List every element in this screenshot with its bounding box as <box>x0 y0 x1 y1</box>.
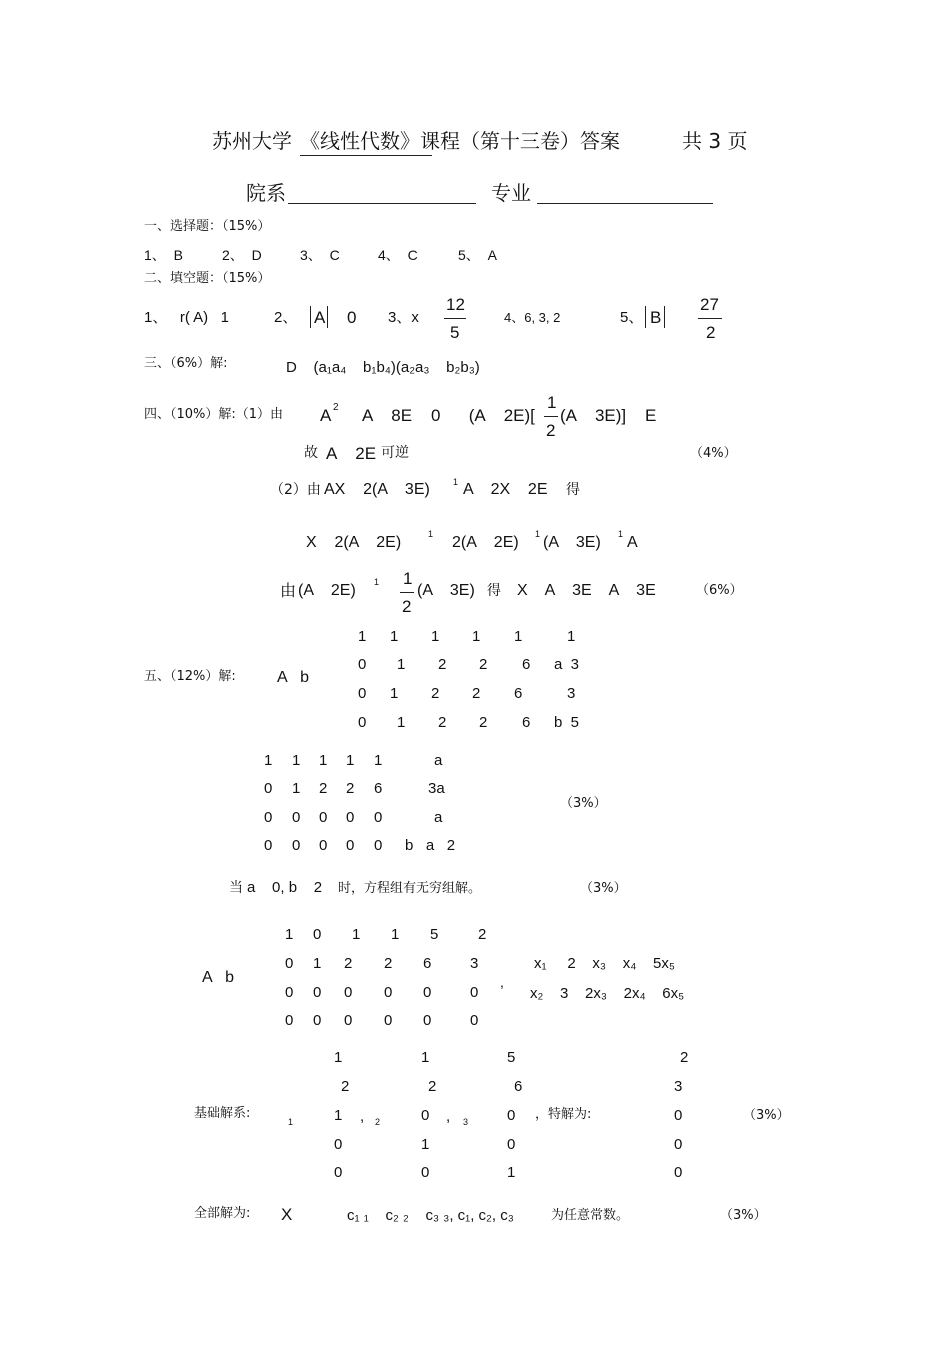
part2-expr-tail: A 2X 2E <box>463 481 548 498</box>
vector-entry: 2 <box>341 1078 350 1095</box>
matrix-cell: 0 <box>346 809 355 826</box>
x-equation: X 2(A 2E) <box>306 534 402 551</box>
separator: , <box>446 1108 451 1125</box>
det-bar-right <box>327 306 328 328</box>
x-equation: 2(A 2E) <box>452 534 519 551</box>
vector-entry: 1 <box>507 1164 516 1181</box>
det-bar-left <box>310 306 311 328</box>
matrix-cell: 1 <box>390 685 399 702</box>
fraction-numerator: 1 <box>547 393 557 412</box>
xi-subscript: 3 <box>463 1117 469 1127</box>
section-3-expression: D (a₁a₄ b₁b₄)(a₂a₃ b₂b₃) <box>286 359 480 376</box>
matrix-cell: 1 <box>567 628 576 645</box>
matrix-cell: 1 <box>390 628 399 645</box>
vector-entry: 1 <box>334 1107 343 1124</box>
x-equation-sup: 1 <box>428 529 434 539</box>
det-bar-left <box>645 306 646 328</box>
vector-entry: 0 <box>674 1164 683 1181</box>
matrix-cell: 0 <box>319 837 328 854</box>
eq1-sup: 2 <box>333 402 339 413</box>
fraction-denominator: 5 <box>450 323 460 342</box>
choice-answer: 4、 C <box>378 247 418 263</box>
fraction-numerator: 12 <box>446 295 465 314</box>
score: （3%） <box>560 796 607 811</box>
matrix-cell: 2 <box>472 685 481 702</box>
vector-entry: 6 <box>514 1078 523 1095</box>
xi-subscript: 2 <box>375 1117 381 1127</box>
matrix-cell: 3a <box>428 780 445 797</box>
matrix-cell: 2 <box>438 714 447 731</box>
matrix-cell: 2 <box>346 780 355 797</box>
vector-entry: 0 <box>674 1136 683 1153</box>
matrix-cell: 0 <box>384 984 393 1001</box>
fraction-numerator: 1 <box>403 569 413 588</box>
basis-label: 基础解系: <box>194 1106 251 1121</box>
matrix-cell: 0 <box>264 780 273 797</box>
matrix-cell: 0 <box>346 837 355 854</box>
fill-answer-1: 1、 r( A) 1 <box>144 309 230 326</box>
matrix-cell: 0 <box>358 656 367 673</box>
general-eq-x1: x₁ 2 x₃ x₄ 5x₅ <box>534 955 675 972</box>
title-course-underline <box>300 155 432 156</box>
matrix-cell: 2 <box>479 714 488 731</box>
x-equation: A <box>627 534 638 551</box>
vector-entry: 0 <box>421 1164 430 1181</box>
matrix-cell: b 5 <box>554 714 580 731</box>
matrix-cell: 2 <box>319 780 328 797</box>
matrix-cell: a <box>434 752 443 769</box>
score: （3%） <box>743 1108 790 1123</box>
matrix-cell: 0 <box>344 984 353 1001</box>
matrix-cell: 1 <box>514 628 523 645</box>
matrix-cell: 0 <box>292 809 301 826</box>
matrix-cell: 0 <box>470 1012 479 1029</box>
part2-expr: AX 2(A 3E) <box>324 481 430 498</box>
condition-expr: a 0, b 2 <box>247 879 323 896</box>
fraction-denominator: 2 <box>402 597 412 616</box>
matrix-cell: 1 <box>352 926 361 943</box>
since-result: X A 3E A 3E <box>517 582 656 599</box>
fraction-bar <box>698 318 722 319</box>
x-equation-sup: 1 <box>535 529 541 539</box>
eq1-tail: (A 3E)] E <box>560 406 657 425</box>
matrix-cell: 0 <box>285 955 294 972</box>
vector-entry: 5 <box>507 1049 516 1066</box>
fill-answer-5-matrix: B <box>650 308 662 327</box>
invertible-expr: A 2E <box>326 444 377 463</box>
fraction-numerator: 27 <box>700 295 719 314</box>
matrix-cell: 1 <box>346 752 355 769</box>
full-solution-label: 全部解为: <box>194 1206 251 1221</box>
matrix-cell: 2 <box>438 656 447 673</box>
fill-answer-2-matrix: A <box>314 308 326 327</box>
page-count: 共 3 页 <box>682 129 748 153</box>
vector-entry: 1 <box>421 1136 430 1153</box>
part2-prefix: （2）由 <box>270 482 321 498</box>
major-blank <box>537 203 713 204</box>
matrix-cell: 1 <box>292 752 301 769</box>
matrix-cell: 1 <box>374 752 383 769</box>
invertible-prefix: 故 <box>304 445 318 461</box>
fraction-denominator: 2 <box>546 421 556 440</box>
since-sup: 1 <box>374 577 380 587</box>
augmented-label: A b <box>202 969 235 986</box>
vector-entry: 1 <box>421 1049 430 1066</box>
general-eq-x2: x₂ 3 2x₃ 2x₄ 6x₅ <box>530 985 685 1002</box>
vector-entry: 0 <box>674 1107 683 1124</box>
part2-sup: 1 <box>453 477 459 487</box>
score: （3%） <box>580 881 627 896</box>
separator: , <box>360 1108 365 1125</box>
matrix-cell: 6 <box>522 714 531 731</box>
section-1-heading: 一、选择题：（15%） <box>144 219 271 234</box>
title-course: 《线性代数》 <box>300 129 420 153</box>
matrix-cell: 0 <box>285 984 294 1001</box>
matrix-cell: 2 <box>384 955 393 972</box>
part2-suffix: 得 <box>566 482 580 498</box>
condition-prefix: 当 <box>229 880 243 896</box>
matrix-cell: 0 <box>374 809 383 826</box>
matrix-cell: 1 <box>391 926 400 943</box>
matrix-cell: 1 <box>292 780 301 797</box>
special-solution-label: ，特解为: <box>535 1107 592 1122</box>
vector-entry: 0 <box>334 1136 343 1153</box>
matrix-cell: 1 <box>431 628 440 645</box>
section-3-heading: 三、（6%）解: <box>144 356 228 371</box>
matrix-cell: 0 <box>292 837 301 854</box>
invertible-suffix: 可逆 <box>381 445 409 461</box>
since-get: 得 <box>487 583 501 599</box>
full-solution-X: X <box>281 1205 293 1224</box>
section-5-heading: 五、（12%）解: <box>144 669 236 684</box>
score: （6%） <box>696 583 743 598</box>
matrix-cell: 6 <box>423 955 432 972</box>
matrix-cell: 0 <box>374 837 383 854</box>
matrix-cell: a 3 <box>554 656 580 673</box>
vector-entry: 0 <box>507 1107 516 1124</box>
matrix-cell: 1 <box>313 955 322 972</box>
matrix-cell: 0 <box>264 837 273 854</box>
full-solution-tail: 为任意常数。 <box>551 1208 630 1223</box>
fraction-bar <box>400 592 414 593</box>
full-solution-expr: c₁ ₁ c₂ ₂ c₃ ₃, c₁, c₂, c₃ <box>347 1207 514 1224</box>
matrix-cell: 0 <box>423 984 432 1001</box>
fraction-bar <box>444 318 466 319</box>
matrix-cell: 2 <box>344 955 353 972</box>
matrix-cell: 0 <box>313 1012 322 1029</box>
matrix-cell: 3 <box>470 955 479 972</box>
matrix-cell: 5 <box>430 926 439 943</box>
fraction-denominator: 2 <box>706 323 716 342</box>
major-label: 专业 <box>491 181 531 205</box>
vector-entry: 2 <box>428 1078 437 1095</box>
vector-entry: 0 <box>334 1164 343 1181</box>
vector-entry: 1 <box>334 1049 343 1066</box>
matrix-cell: 0 <box>423 1012 432 1029</box>
choice-answer: 1、 B <box>144 247 183 263</box>
matrix-cell: 1 <box>285 926 294 943</box>
matrix-cell: 2 <box>431 685 440 702</box>
title-suffix: 课程（第十三卷）答案 <box>420 129 620 153</box>
vector-entry: 3 <box>674 1078 683 1095</box>
score: （3%） <box>720 1208 767 1223</box>
vector-entry: 0 <box>507 1136 516 1153</box>
title-prefix: 苏州大学 <box>212 129 292 153</box>
matrix-cell: 6 <box>522 656 531 673</box>
matrix-cell: a <box>434 809 443 826</box>
comma: , <box>500 974 504 990</box>
det-bar-right <box>664 306 665 328</box>
eq1-A: A <box>320 406 332 425</box>
fill-answer-3-label: 3、x <box>388 309 419 326</box>
fraction-bar <box>544 416 558 417</box>
condition-text: 时，方程组有无穷组解。 <box>338 881 482 896</box>
section-2-heading: 二、填空题：（15%） <box>144 271 271 286</box>
matrix-cell: 1 <box>397 656 406 673</box>
matrix-cell: 1 <box>319 752 328 769</box>
matrix-cell: 0 <box>384 1012 393 1029</box>
matrix-cell: 0 <box>358 714 367 731</box>
fill-answer-2-value: 0 <box>347 308 357 327</box>
x-equation: (A 3E) <box>543 534 601 551</box>
fill-answer-5-label: 5、 <box>620 309 644 326</box>
matrix-cell: 6 <box>374 780 383 797</box>
matrix-cell: 0 <box>358 685 367 702</box>
fill-answer-4: 4、6, 3, 2 <box>504 310 561 325</box>
matrix-cell: 2 <box>479 656 488 673</box>
matrix-cell: 1 <box>358 628 367 645</box>
score: （4%） <box>690 446 737 461</box>
matrix-cell: 0 <box>344 1012 353 1029</box>
matrix-cell: 2 <box>478 926 487 943</box>
vector-entry: 2 <box>680 1049 689 1066</box>
dept-label: 院系 <box>246 181 286 205</box>
matrix-cell: 3 <box>567 685 576 702</box>
eq1-main: A 8E 0 (A 2E)[ <box>362 406 535 425</box>
matrix-cell: 6 <box>514 685 523 702</box>
matrix-cell: 1 <box>397 714 406 731</box>
matrix-cell: 0 <box>313 984 322 1001</box>
matrix-cell: 1 <box>472 628 481 645</box>
augmented-label: A b <box>277 669 310 686</box>
matrix-cell: 0 <box>264 809 273 826</box>
vector-entry: 0 <box>421 1107 430 1124</box>
matrix-cell: 0 <box>470 984 479 1001</box>
choice-answer: 5、 A <box>458 247 497 263</box>
section-4-heading: 四、（10%）解:（1）由 <box>144 407 284 422</box>
choice-answer: 3、 C <box>300 247 340 263</box>
since-expr: (A 2E) <box>298 582 356 599</box>
xi-subscript: 1 <box>288 1117 294 1127</box>
matrix-cell: 0 <box>313 926 322 943</box>
dept-blank <box>288 203 476 204</box>
matrix-cell: 1 <box>264 752 273 769</box>
matrix-cell: 0 <box>285 1012 294 1029</box>
fill-answer-2-label: 2、 <box>274 309 298 326</box>
matrix-cell: b a 2 <box>405 837 456 854</box>
since-expr-tail: (A 3E) <box>417 582 475 599</box>
x-equation-sup: 1 <box>618 529 624 539</box>
since-prefix: 由 <box>280 581 297 600</box>
matrix-cell: 0 <box>319 809 328 826</box>
choice-answer: 2、 D <box>222 247 262 263</box>
